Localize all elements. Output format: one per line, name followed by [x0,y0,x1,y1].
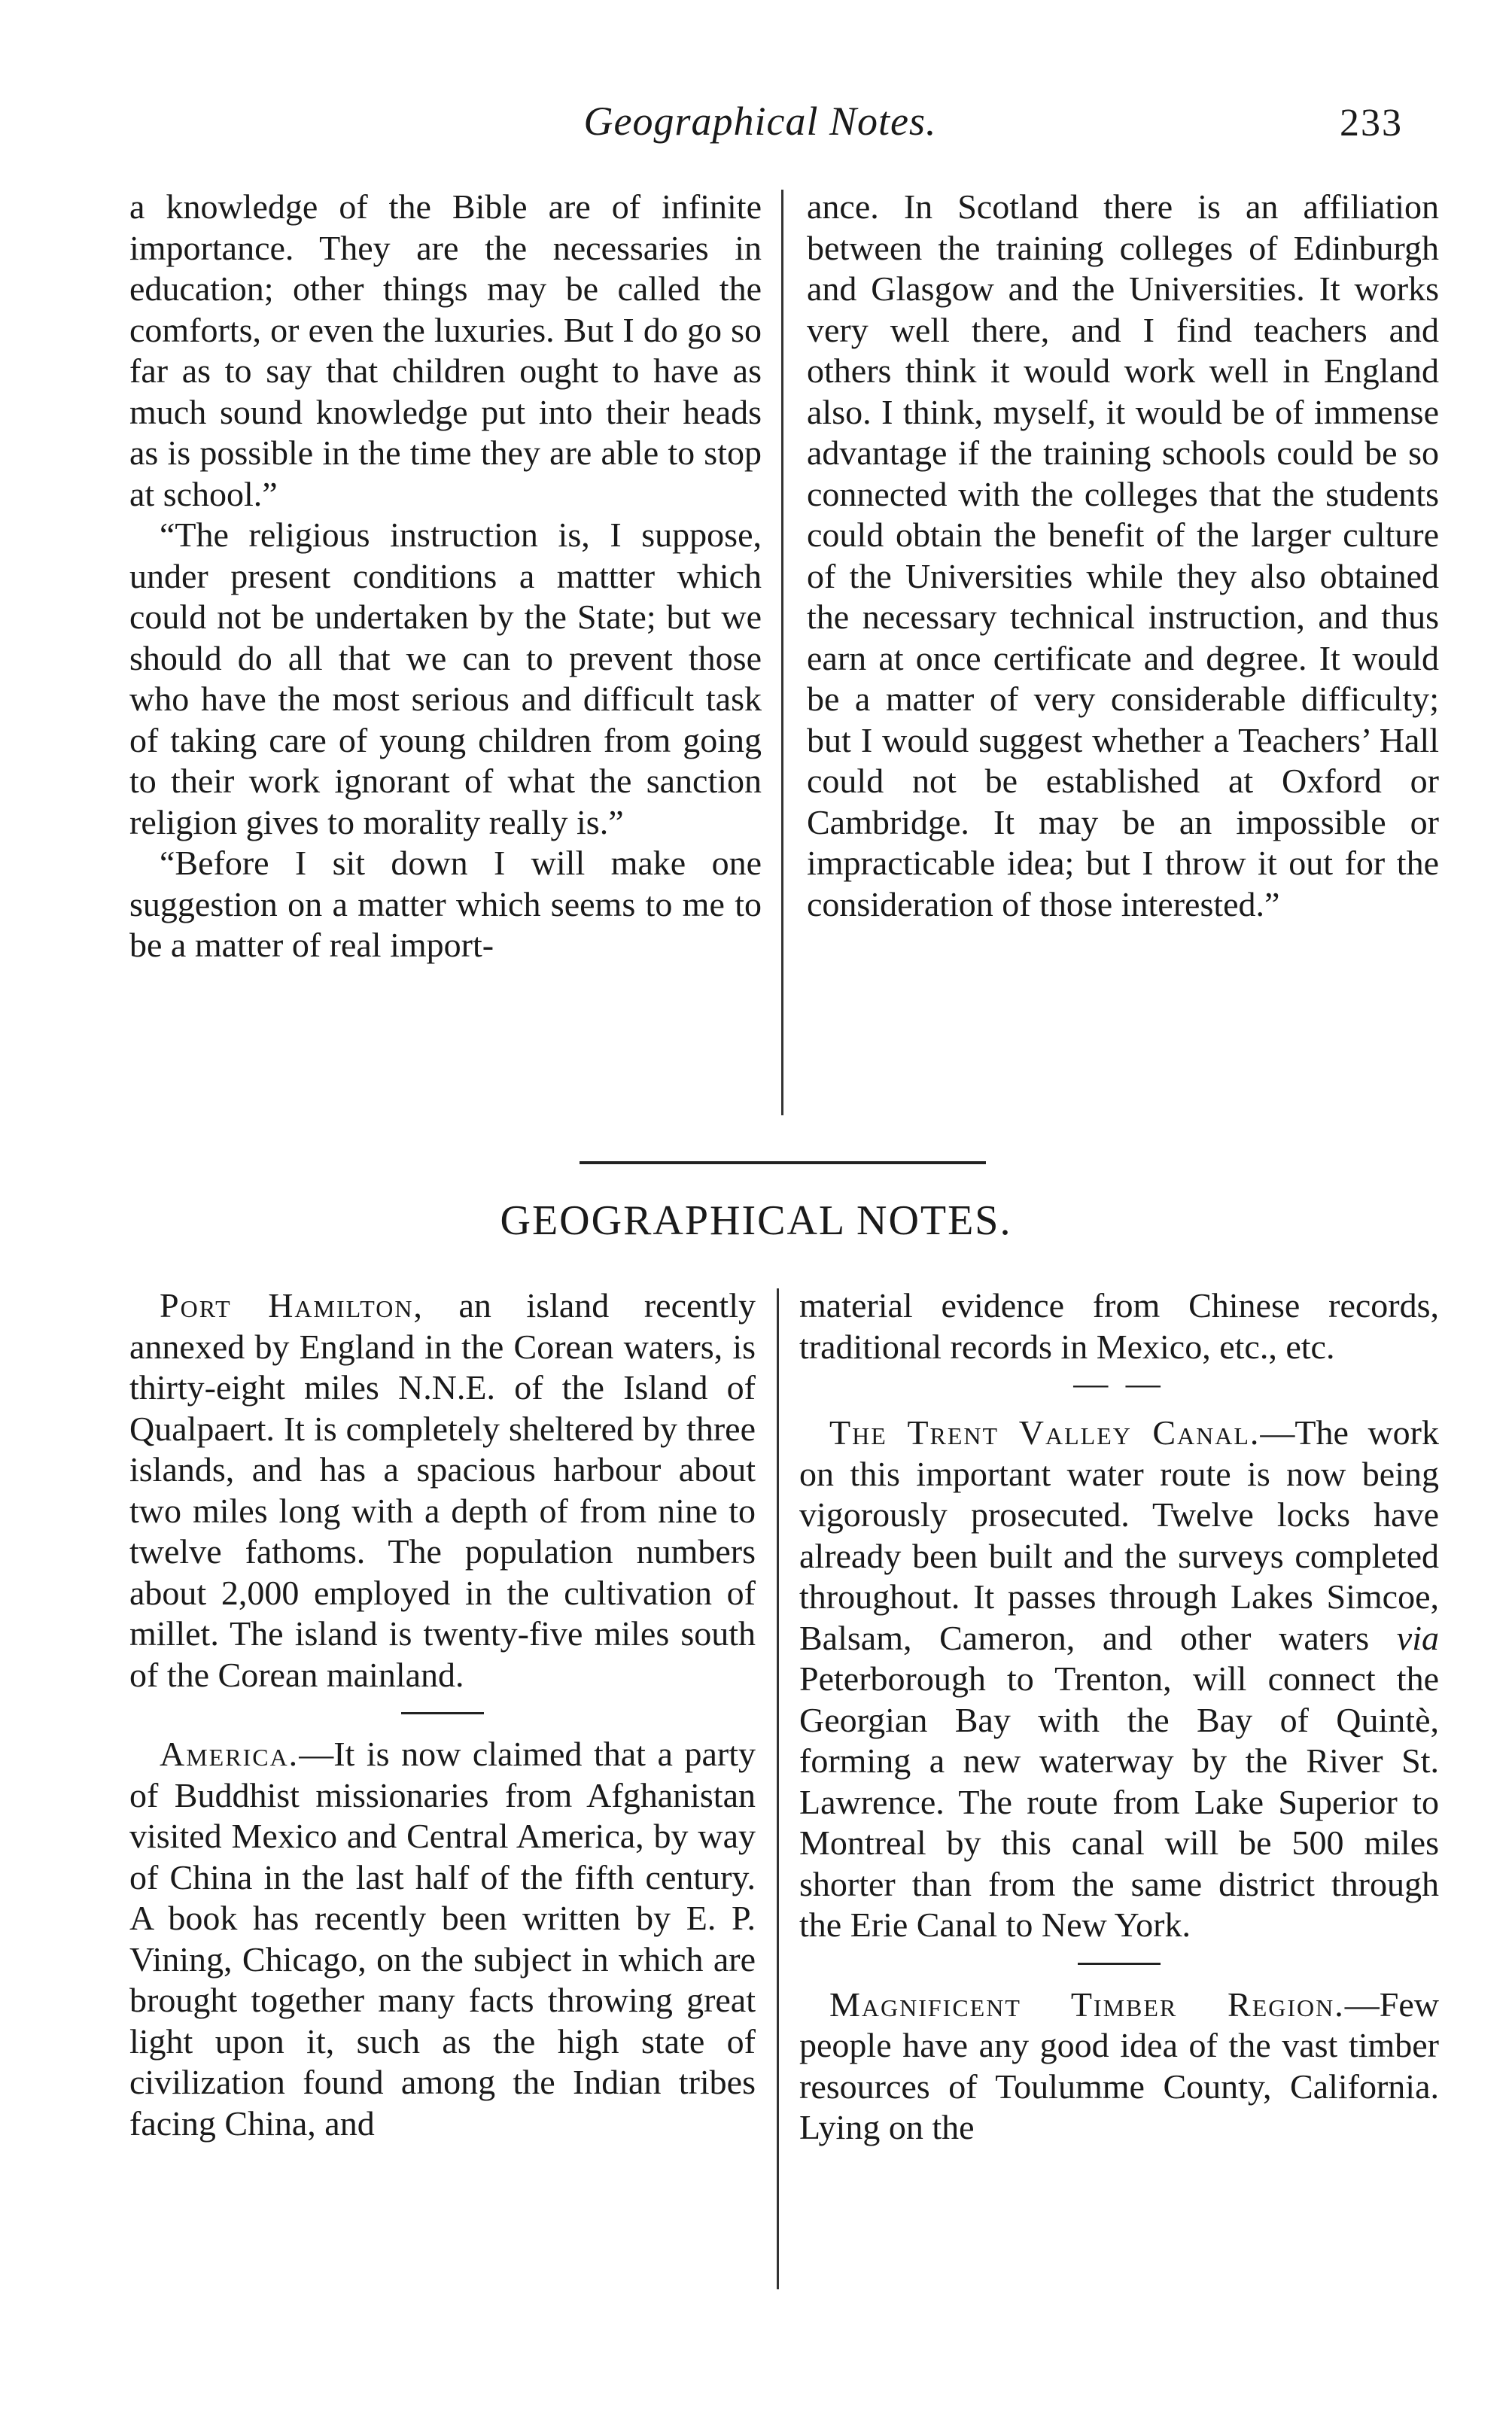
note-lead: Port Hamilton, [160,1286,424,1325]
note-trent-valley [799,1413,1439,1946]
note-lead: The Trent Valley Canal. [829,1413,1261,1452]
note-text: Peterborough to Trenton, will connect the Georgian Bay with the Bay of Quintè, forming a new waterway by the River St. Lawrence. The route from Lake Superior to Montreal by this canal will be 500 miles shorter than from the same district through the Erie Canal to New York. [799,1659,1439,1944]
column-divider [781,190,783,1115]
paragraph: a knowledge of the Bible are of infinite importance. They are the necessaries in education; other things may be called the comforts, or even the luxuries. But I do go so far as to say that children ought to have as much sound knowledge put into their heads as is possible in the time they are able to stop at school.” [129,187,762,513]
note-separator [1078,1963,1161,1965]
paragraph: “The religious instruction is, I suppose, under present conditions a mattter which could not be undertaken by the State; but we should do all that we can to prevent those who have the most serious and difficult task of taking care of young children from going to their work ignorant of what the sanction religion gives to morality really is.” [129,516,762,841]
note-port-hamilton [129,1285,756,1696]
note-text-italic: via [1396,1618,1439,1657]
note-text: —The work on this important water route is now being vigorously prosecuted. Twelve locks have already been built and the surveys completed throughout. It passes through Lakes Simcoe, Balsam, Cameron, and other waters [799,1413,1439,1657]
note-text: —Few people have any good idea of the vast timber resources of Toulumme County, California. Lying on the [799,1985,1439,2146]
column-divider [777,1288,779,2289]
running-head [0,98,1512,151]
note-separator [401,1712,484,1714]
note-text: an island recently annexed by England in the Corean waters, is thirty-eight miles N.N.E. of the Island of Qualpaert. It is completely sheltered by three islands, and has a spacious harbour about two miles long with a depth of from nine to twelve fathoms. The population numbers about 2,000 employed in the cultivation of millet. The island is twenty-five miles south of the Corean mainland. [129,1286,756,1694]
section-divider [580,1161,986,1164]
paragraph: ance. In Scotland there is an affiliation between the training colleges of Edinburgh and Glasgow and the Universities. It works very well there, and I find teachers and others think it would work well in England also. I think, myself, it would be of immense advantage if the training schools could be so connected with the colleges that the students could obtain the benefit of the larger culture of the Universities while they also obtained the necessary technical instruction, and thus earn at once certificate and degree. It would be a matter of very considerable difficulty; but I would suggest whether a Teachers’ Hall could not be established at Oxford or Cambridge. It may be an impossible or impracticable idea; but I throw it out for the consideration of those interested.” [807,187,1439,923]
notes-left-column [129,1285,756,2144]
top-left-column [129,187,762,966]
notes-right-column [799,1285,1439,2149]
note-text: —It is now claimed that a party of Buddhist missionaries from Afghanistan visited Mexico and Central America, by way of China in the last half of the fifth century. A book has recently been written by E. P. Vining, Chicago, on the subject in which are brought together many facts throwing great light upon it, such as the high state of civilization found among the Indian tribes facing China, and [129,1735,756,2143]
paragraph: “Before I sit down I will make one suggestion on a matter which seems to me to be a matter of real import- [129,844,762,964]
note-continuation: material evidence from Chinese records, traditional records in Mexico, etc., etc. [799,1286,1439,1366]
note-lead: Magnificent Timber Region. [829,1985,1345,2024]
note-america [129,1734,756,2144]
section-heading: GEOGRAPHICAL NOTES. [500,1197,1012,1244]
note-separator: — — [1073,1364,1165,1402]
page-number: 233 [1340,102,1403,144]
running-title: Geographical Notes. [583,99,937,144]
note-timber-region [799,1985,1439,2149]
note-lead: America. [160,1735,300,1773]
top-right-column [807,187,1439,925]
